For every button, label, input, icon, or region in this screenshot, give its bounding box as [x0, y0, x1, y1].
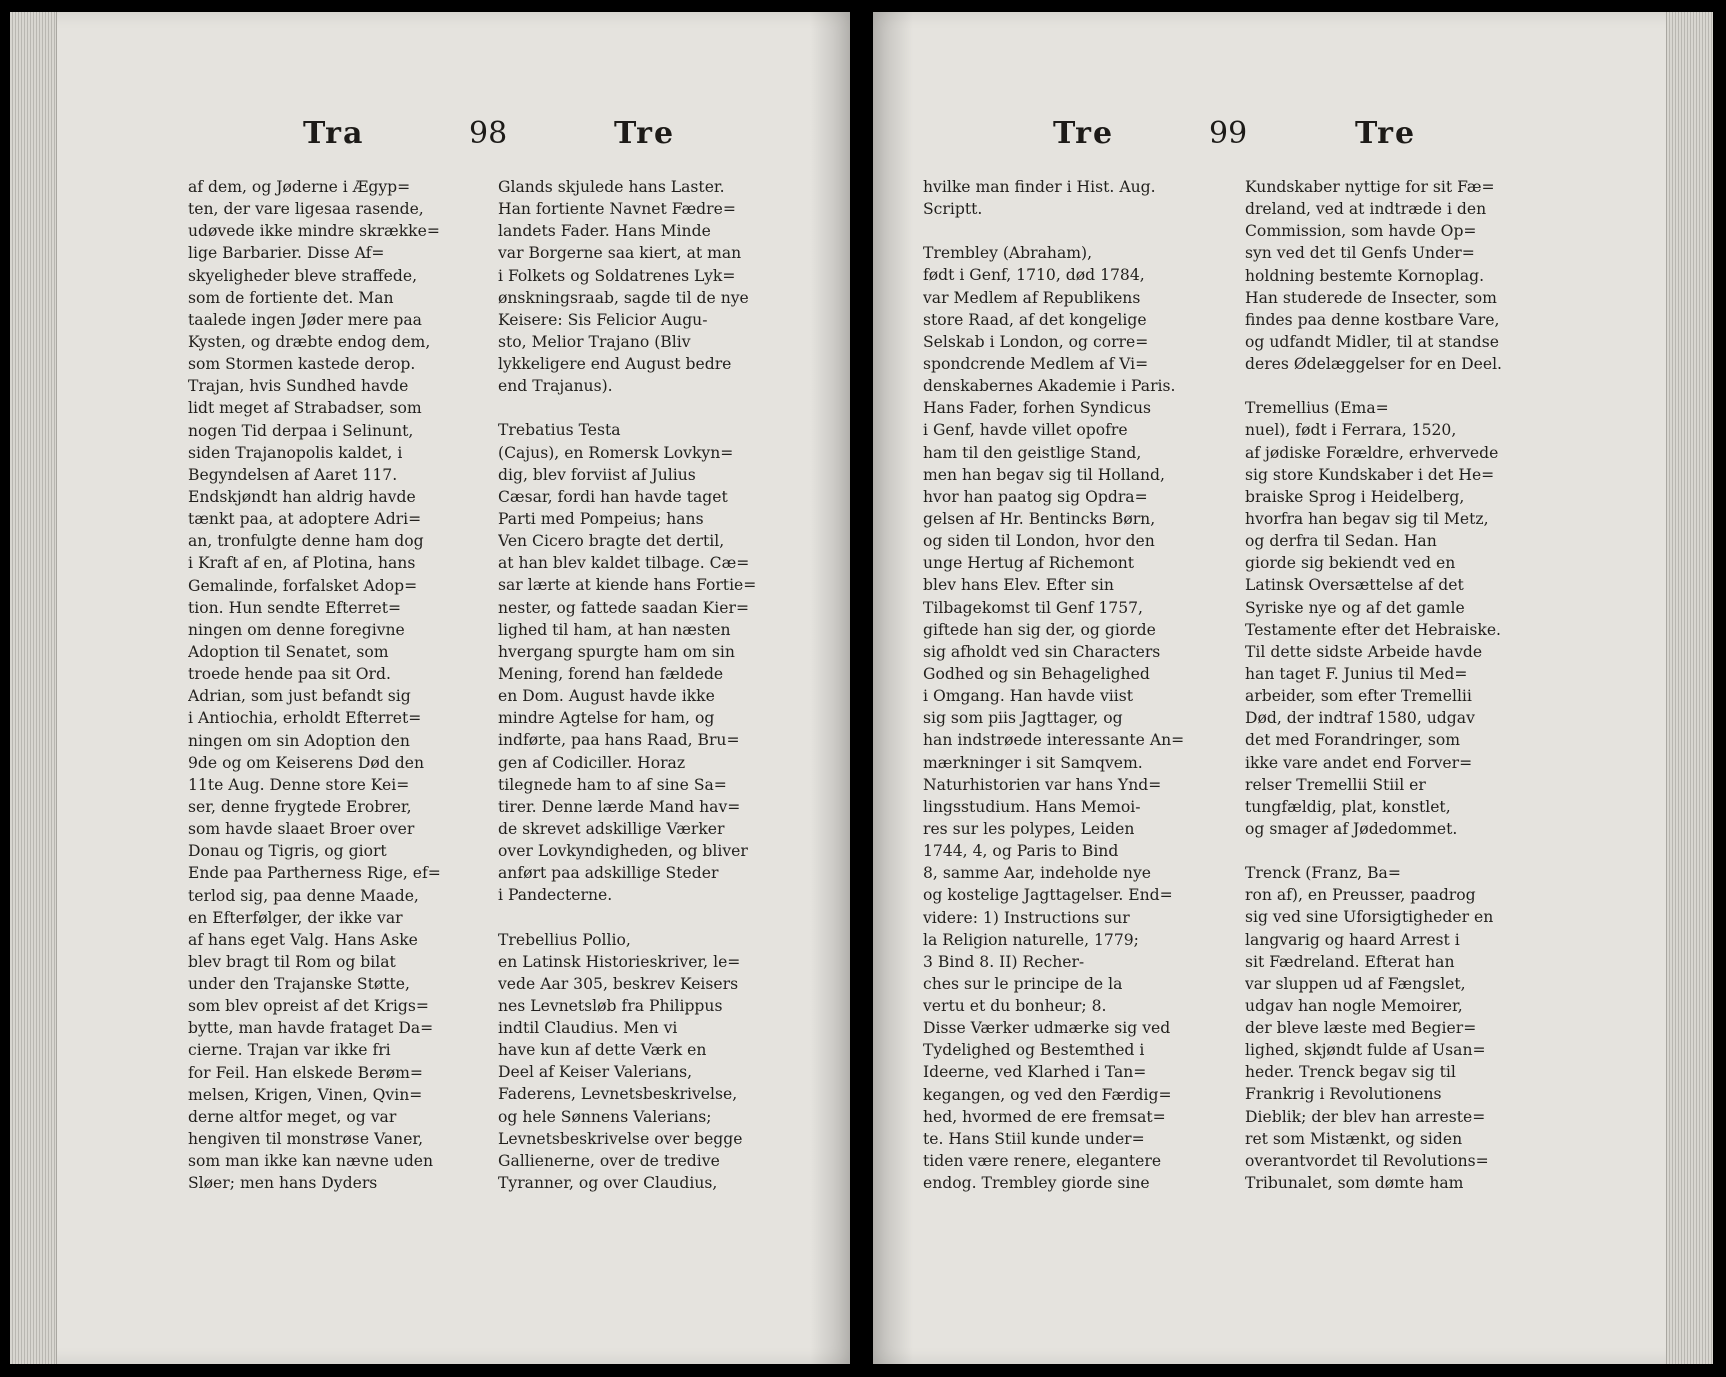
text-line: arbeider, som efter Tremellii [1245, 687, 1472, 706]
text-line: vede Aar 305, beskrev Keisers [498, 974, 739, 993]
text-line: la Religion naturelle, 1779; [923, 930, 1139, 949]
entry-trebatius [498, 419, 804, 906]
text-line: Hans Fader, forhen Syndicus [923, 399, 1151, 418]
text-line: blev bragt til Rom og bilat [188, 952, 396, 971]
header-left-word: Tre [1053, 116, 1115, 151]
right-page [873, 12, 1713, 1364]
text-line: melsen, Krigen, Vinen, Qvin= [188, 1085, 423, 1104]
text-line: i Folkets og Soldatrenes Lyk= [498, 266, 736, 285]
text-line: i Kraft af en, af Plotina, hans [188, 554, 416, 573]
text-line: af dem, og Jøderne i Ægyp= [188, 178, 411, 196]
text-line: hvilke man finder i Hist. Aug. [923, 178, 1156, 196]
text-line: Tydelighed og Bestemthed i [923, 1041, 1145, 1060]
text-line: tungfældig, plat, konstlet, [1245, 797, 1451, 816]
text-line: lingsstudium. Hans Memoi- [923, 797, 1141, 816]
gutter-shadow [810, 12, 850, 1364]
text-line: 3 Bind 8. II) Recher- [923, 952, 1085, 971]
text-line: landets Fader. Hans Minde [498, 222, 711, 241]
text-line: vertu et du bonheur; 8. [923, 997, 1107, 1016]
text-line: Faderens, Levnetsbeskrivelse, [498, 1085, 738, 1104]
text-line: nuel), født i Ferrara, 1520, [1245, 421, 1457, 440]
text-line: ningen om sin Adoption den [188, 731, 410, 750]
text-column-1 [188, 176, 475, 1194]
text-line: ser, denne frygtede Erobrer, [188, 797, 412, 816]
page-number: 98 [469, 116, 508, 151]
text-line: overantvordet til Revolutions= [1245, 1151, 1489, 1170]
text-line: indførte, paa hans Raad, Bru= [498, 731, 740, 750]
text-line: Keisere: Sis Felicior Augu- [498, 310, 708, 329]
text-line: det med Forandringer, som [1245, 731, 1461, 750]
text-line: hengiven til monstrøse Vaner, [188, 1130, 424, 1149]
text-column-1 [923, 176, 1219, 1194]
text-line: 1744, 4, og Paris to Bind [923, 842, 1119, 861]
text-line: an, tronfulgte denne ham dog [188, 532, 424, 551]
running-header [10, 116, 850, 156]
text-line: tirer. Denne lærde Mand hav= [498, 797, 741, 816]
text-line: lykkeligere end August bedre [498, 355, 732, 374]
text-line: holdning bestemte Kornoplag. [1245, 266, 1485, 285]
text-line: spondcrende Medlem af Vi= [923, 354, 1149, 373]
text-line: hed, hvormed de ere fremsat= [923, 1107, 1166, 1126]
text-line: videre: 1) Instructions sur [923, 908, 1130, 927]
text-line: af hans eget Valg. Hans Aske [188, 930, 418, 949]
text-line: (Cajus), en Romersk Lovkyn= [498, 443, 734, 462]
entry-trenck [1245, 862, 1529, 1194]
text-line: at han blev kaldet tilbage. Cæ= [498, 554, 750, 573]
text-line: sig ved sine Uforsigtigheder en [1245, 908, 1494, 927]
text-line: i Omgang. Han havde viist [923, 687, 1133, 706]
text-line: mindre Agtelse for ham, og [498, 709, 715, 728]
text-line: Donau og Tigris, og giort [188, 842, 387, 861]
header-right-word: Tre [614, 116, 676, 151]
text-line: bytte, man havde frataget Da= [188, 1019, 434, 1038]
text-line: Cæsar, fordi han havde taget [498, 487, 728, 506]
text-line: men han begav sig til Holland, [923, 465, 1165, 484]
text-line: ham til den geistlige Stand, [923, 443, 1142, 462]
text-line: Scriptt. [923, 200, 983, 219]
text-line: i Pandecterne. [498, 886, 613, 905]
text-line: ches sur le principe de la [923, 974, 1123, 993]
text-line: og kostelige Jagttagelser. End= [923, 886, 1173, 905]
text-line: sig store Kundskaber i det He= [1245, 465, 1495, 484]
text-line: dig, blev forviist af Julius [498, 465, 696, 484]
text-line: ron af), en Preusser, paadrog [1245, 886, 1476, 905]
text-line: indtil Claudius. Men vi [498, 1019, 678, 1038]
text-line: derne altfor meget, og var [188, 1107, 397, 1126]
entry-tremellius [1245, 397, 1529, 840]
text-line: hvergang spurgte ham om sin [498, 642, 735, 661]
text-line: som de fortiente det. Man [188, 288, 394, 307]
text-line: nogen Tid derpaa i Selinunt, [188, 421, 414, 440]
text-line: udøvede ikke mindre skrække= [188, 222, 440, 241]
text-line: store Raad, af det kongelige [923, 310, 1147, 329]
text-line: Han studerede de Insecter, som [1245, 288, 1497, 307]
text-line: ningen om denne foregivne [188, 620, 405, 639]
text-line: Begyndelsen af Aaret 117. [188, 465, 398, 484]
text-line: ret som Mistænkt, og siden [1245, 1129, 1463, 1148]
text-block [923, 176, 1219, 220]
text-line: Ven Cicero bragte det dertil, [498, 532, 725, 551]
text-line: Disse Værker udmærke sig ved [923, 1019, 1171, 1038]
text-line: ønskningsraab, sagde til de nye [498, 288, 749, 307]
left-page [10, 12, 850, 1364]
text-line: Glands skjulede hans Laster. [498, 178, 725, 196]
text-line: Adrian, som just befandt sig [188, 687, 411, 706]
text-line: var Medlem af Republikens [923, 288, 1141, 307]
text-line: som havde slaaet Broer over [188, 820, 415, 839]
text-line: troede hende paa sit Ord. [188, 665, 391, 684]
entry-trembley [923, 242, 1219, 1194]
text-line: Latinsk Oversættelse af det [1245, 576, 1464, 595]
text-line: end Trajanus). [498, 377, 613, 396]
text-line: Dieblik; der blev han arreste= [1245, 1107, 1486, 1126]
entry-trebellius [498, 929, 804, 1195]
header-left-word: Tra [303, 116, 365, 151]
text-line: som man ikke kan nævne uden [188, 1152, 434, 1171]
text-line: de skrevet adskillige Værker [498, 819, 725, 838]
text-line: te. Hans Stiil kunde under= [923, 1129, 1145, 1148]
text-line: i Antiochia, erholdt Efterret= [188, 709, 422, 728]
text-line: cierne. Trajan var ikke fri [188, 1041, 391, 1060]
text-line: have kun af dette Værk en [498, 1041, 707, 1060]
text-line: hvor han paatog sig Opdra= [923, 487, 1148, 506]
text-line: og udfandt Midler, til at standse [1245, 332, 1500, 351]
text-line: sit Fædreland. Efterat han [1245, 952, 1455, 971]
text-line: Ideerne, ved Klarhed i Tan= [923, 1063, 1147, 1082]
text-line: en Efterfølger, der ikke var [188, 908, 403, 927]
text-line: relser Tremellii Stiil er [1245, 775, 1426, 794]
text-line: i Genf, havde villet opofre [923, 421, 1128, 440]
text-line: mærkninger i sit Samqvem. [923, 753, 1143, 772]
text-line: han indstrøede interessante An= [923, 731, 1185, 750]
text-line: res sur les polypes, Leiden [923, 819, 1135, 838]
text-line: lighed til ham, at han næsten [498, 620, 731, 639]
text-line: sar lærte at kiende hans Fortie= [498, 576, 757, 595]
text-line: og smager af Jødedommet. [1245, 819, 1458, 838]
text-line: endog. Trembley giorde sine [923, 1174, 1150, 1193]
text-block [498, 176, 804, 397]
text-line: Til dette sidste Arbeide havde [1245, 642, 1483, 661]
text-line: var Borgerne saa kiert, at man [498, 244, 742, 263]
text-line: gen af Codiciller. Horaz [498, 753, 686, 772]
text-line: en Latinsk Historieskriver, le= [498, 952, 741, 971]
text-line: ten, der vare ligesaa rasende, [188, 200, 424, 219]
text-block [1245, 176, 1529, 375]
text-line: og derfra til Sedan. Han [1245, 532, 1437, 551]
text-line: sig som piis Jagttager, og [923, 709, 1123, 728]
gutter-shadow [873, 12, 913, 1364]
text-line: Trembley (Abraham), [923, 244, 1093, 263]
text-line: lidt meget af Strabadser, som [188, 399, 422, 418]
text-line: sig afholdt ved sin Characters [923, 642, 1161, 661]
text-line: nester, og fattede saadan Kier= [498, 598, 750, 617]
text-line: giorde sig bekiendt ved en [1245, 554, 1456, 573]
text-line: født i Genf, 1710, død 1784, [923, 266, 1145, 285]
text-line: Sløer; men hans Dyders [188, 1174, 378, 1193]
text-line: Tremellius (Ema= [1245, 399, 1389, 418]
text-line: Gemalinde, forfalsket Adop= [188, 576, 418, 595]
text-line: tion. Hun sendte Efterret= [188, 598, 402, 617]
text-line: Tribunalet, som dømte ham [1245, 1174, 1464, 1193]
text-line: Mening, forend han fældede [498, 664, 724, 683]
text-line: lige Barbarier. Disse Af= [188, 244, 385, 263]
text-line: blev hans Elev. Efter sin [923, 576, 1114, 595]
text-line: dreland, ved at indtræde i den [1245, 200, 1487, 219]
text-line: deres Ødelæggelser for en Deel. [1245, 355, 1503, 374]
text-line: tilegnede ham to af sine Sa= [498, 775, 727, 794]
text-line: Tyranner, og over Claudius, [498, 1174, 718, 1193]
text-line: Kysten, og dræbte endog dem, [188, 332, 431, 351]
text-line: Trebatius Testa [498, 421, 621, 440]
text-line: ikke vare andet end Forver= [1245, 753, 1473, 772]
running-header [873, 116, 1713, 156]
text-line: Kundskaber nyttige for sit Fæ= [1245, 178, 1495, 196]
text-line: han taget F. Junius til Med= [1245, 664, 1468, 683]
header-right-word: Tre [1355, 116, 1417, 151]
text-line: Deel af Keiser Valerians, [498, 1063, 693, 1082]
text-line: giftede han sig der, og giorde [923, 620, 1156, 639]
text-line: syn ved det til Genfs Under= [1245, 244, 1475, 263]
text-line: braiske Sprog i Heidelberg, [1245, 487, 1465, 506]
text-line: kegangen, og ved den Færdig= [923, 1085, 1172, 1104]
text-line: og siden til London, hvor den [923, 532, 1155, 551]
text-line: som blev opreist af det Krigs= [188, 997, 429, 1016]
text-line: Syriske nye og af det gamle [1245, 598, 1465, 617]
text-column-2 [1245, 176, 1529, 1194]
text-line: Adoption til Senatet, som [188, 642, 389, 661]
text-line: Ende paa Partherness Rige, ef= [188, 864, 441, 883]
text-line: hvorfra han begav sig til Metz, [1245, 509, 1489, 528]
text-line: unge Hertug af Richemont [923, 554, 1135, 573]
text-line: under den Trajanske Støtte, [188, 975, 410, 994]
text-line: 8, samme Aar, indeholde nye [923, 864, 1152, 883]
text-line: en Dom. August havde ikke [498, 687, 715, 706]
text-line: Selskab i London, og corre= [923, 332, 1149, 351]
text-line: Naturhistorien var hans Ynd= [923, 775, 1162, 794]
text-line: skyeligheder bleve straffede, [188, 266, 418, 285]
text-line: Trebellius Pollio, [498, 930, 631, 949]
text-line: heder. Trenck begav sig til [1245, 1063, 1456, 1082]
text-line: nes Levnetsløb fra Philippus [498, 996, 723, 1015]
text-line: gelsen af Hr. Bentincks Børn, [923, 509, 1156, 528]
text-line: Commission, som havde Op= [1245, 222, 1477, 241]
text-line: Tilbagekomst til Genf 1757, [923, 598, 1144, 617]
text-line: denskabernes Akademie i Paris. [923, 377, 1176, 396]
text-column-2 [498, 176, 804, 1194]
text-line: som Stormen kastede derop. [188, 355, 416, 374]
text-line: Gallienerne, over de tredive [498, 1151, 720, 1170]
text-line: terlod sig, paa denne Maade, [188, 886, 419, 905]
page-stack-edge [1666, 12, 1713, 1364]
text-line: 11te Aug. Denne store Kei= [188, 775, 410, 794]
text-line: Testamente efter det Hebraiske. [1245, 620, 1502, 639]
text-line: taalede ingen Jøder mere paa [188, 310, 422, 329]
text-line: tænkt paa, at adoptere Adri= [188, 510, 422, 529]
text-line: Endskjøndt han aldrig havde [188, 487, 416, 506]
text-line: langvarig og haard Arrest i [1245, 930, 1460, 949]
page-number: 99 [1209, 116, 1248, 151]
text-line: der bleve læste med Begier= [1245, 1019, 1477, 1038]
text-line: Levnetsbeskrivelse over begge [498, 1129, 743, 1148]
text-line: Trenck (Franz, Ba= [1245, 864, 1401, 883]
text-line: Parti med Pompeius; hans [498, 509, 704, 528]
text-line: 9de og om Keiserens Død den [188, 753, 424, 772]
text-line: Han fortiente Navnet Fædre= [498, 200, 736, 219]
text-line: anført paa adskillige Steder [498, 864, 719, 883]
text-line: tiden være renere, elegantere [923, 1152, 1162, 1171]
text-line: var sluppen ud af Fængslet, [1245, 974, 1466, 993]
page-stack-edge [10, 12, 57, 1364]
text-line: Død, der indtraf 1580, udgav [1245, 709, 1475, 728]
text-line: findes paa denne kostbare Vare, [1245, 310, 1500, 329]
text-line: udgav han nogle Memoirer, [1245, 996, 1463, 1015]
text-line: Frankrig i Revolutionens [1245, 1085, 1442, 1104]
text-line: siden Trajanopolis kaldet, i [188, 443, 403, 462]
text-line: over Lovkyndigheden, og bliver [498, 842, 748, 861]
text-line: lighed, skjøndt fulde af Usan= [1245, 1041, 1486, 1060]
text-line: for Feil. Han elskede Berøm= [188, 1063, 423, 1082]
text-line: og hele Sønnens Valerians; [498, 1107, 712, 1126]
text-line: sto, Melior Trajano (Bliv [498, 332, 691, 351]
text-line: af jødiske Forældre, erhvervede [1245, 443, 1499, 462]
text-line: Trajan, hvis Sundhed havde [188, 377, 409, 396]
text-line: Godhed og sin Behagelighed [923, 664, 1150, 683]
